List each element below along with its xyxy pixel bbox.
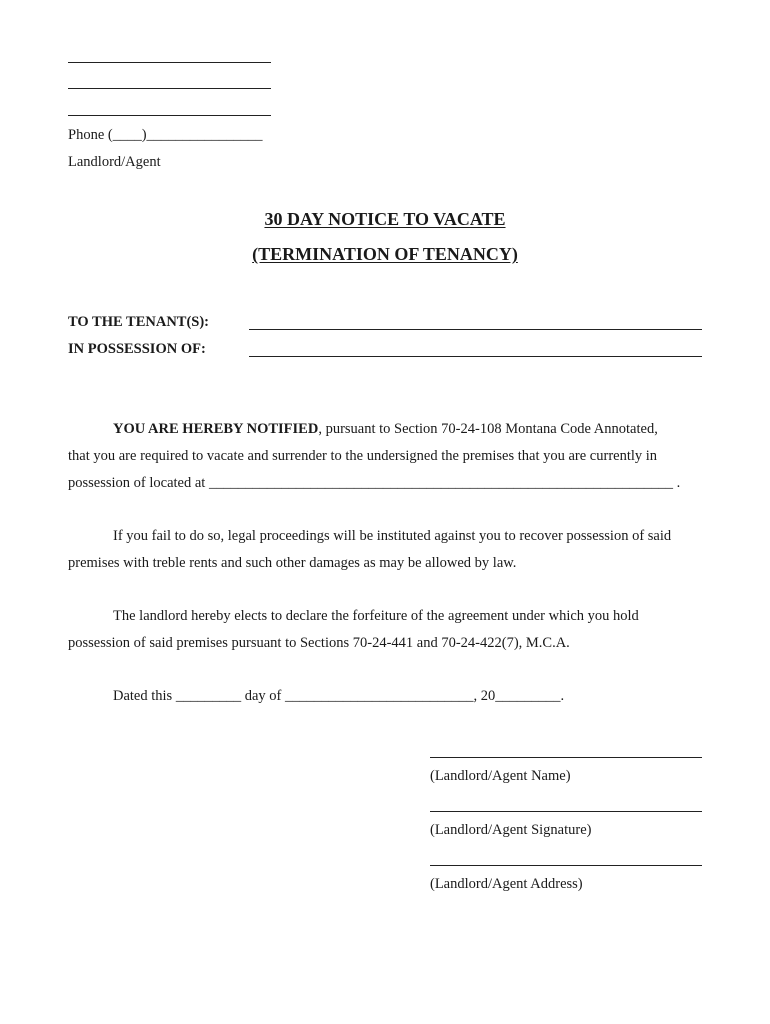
notified-heading: YOU ARE HEREBY NOTIFIED [113, 421, 319, 437]
landlord-role-label: Landlord/Agent [68, 154, 161, 170]
in-possession-field[interactable] [249, 356, 702, 357]
notice-paragraph-2-line-2: premises with treble rents and such other damages as may be allowed by law. [68, 555, 517, 571]
dated-field[interactable]: Dated this _________ day of __________________________, 20_________. [113, 688, 565, 704]
to-tenant-field[interactable] [249, 329, 702, 330]
notice-paragraph-2-line-1: If you fail to do so, legal proceedings will be instituted against you to recover possession of said [113, 528, 672, 544]
notice-paragraph-1-line-1 [113, 421, 753, 438]
document-subtitle: (TERMINATION OF TENANCY) [252, 244, 518, 264]
landlord-signature-line[interactable] [430, 811, 702, 812]
landlord-address-caption: (Landlord/Agent Address) [430, 876, 583, 892]
premises-address-field[interactable]: possession of located at ________________________________________________________________ . [68, 475, 681, 491]
landlord-signature-caption: (Landlord/Agent Signature) [430, 822, 592, 838]
notice-text: , pursuant to Section 70-24-108 Montana Code Annotated, [318, 421, 658, 437]
landlord-name-signature-line[interactable] [430, 757, 702, 758]
notice-paragraph-1-line-2: that you are required to vacate and surrender to the undersigned the premises that you are currently in [68, 448, 658, 464]
landlord-address-signature-line[interactable] [430, 865, 702, 866]
landlord-phone-field[interactable]: Phone (____)________________ [68, 127, 263, 143]
landlord-name-caption: (Landlord/Agent Name) [430, 768, 571, 784]
in-possession-label: IN POSSESSION OF: [68, 341, 206, 357]
landlord-name-line[interactable] [68, 62, 271, 63]
document-title: 30 DAY NOTICE TO VACATE [264, 209, 506, 229]
notice-paragraph-3-line-2: possession of said premises pursuant to Sections 70-24-441 and 70-24-422(7), M.C.A. [68, 635, 570, 651]
to-tenant-label: TO THE TENANT(S): [68, 314, 210, 330]
landlord-address-line-1[interactable] [68, 88, 271, 89]
landlord-address-line-2[interactable] [68, 115, 271, 116]
notice-paragraph-3-line-1: The landlord hereby elects to declare the forfeiture of the agreement under which you hold [113, 608, 639, 624]
